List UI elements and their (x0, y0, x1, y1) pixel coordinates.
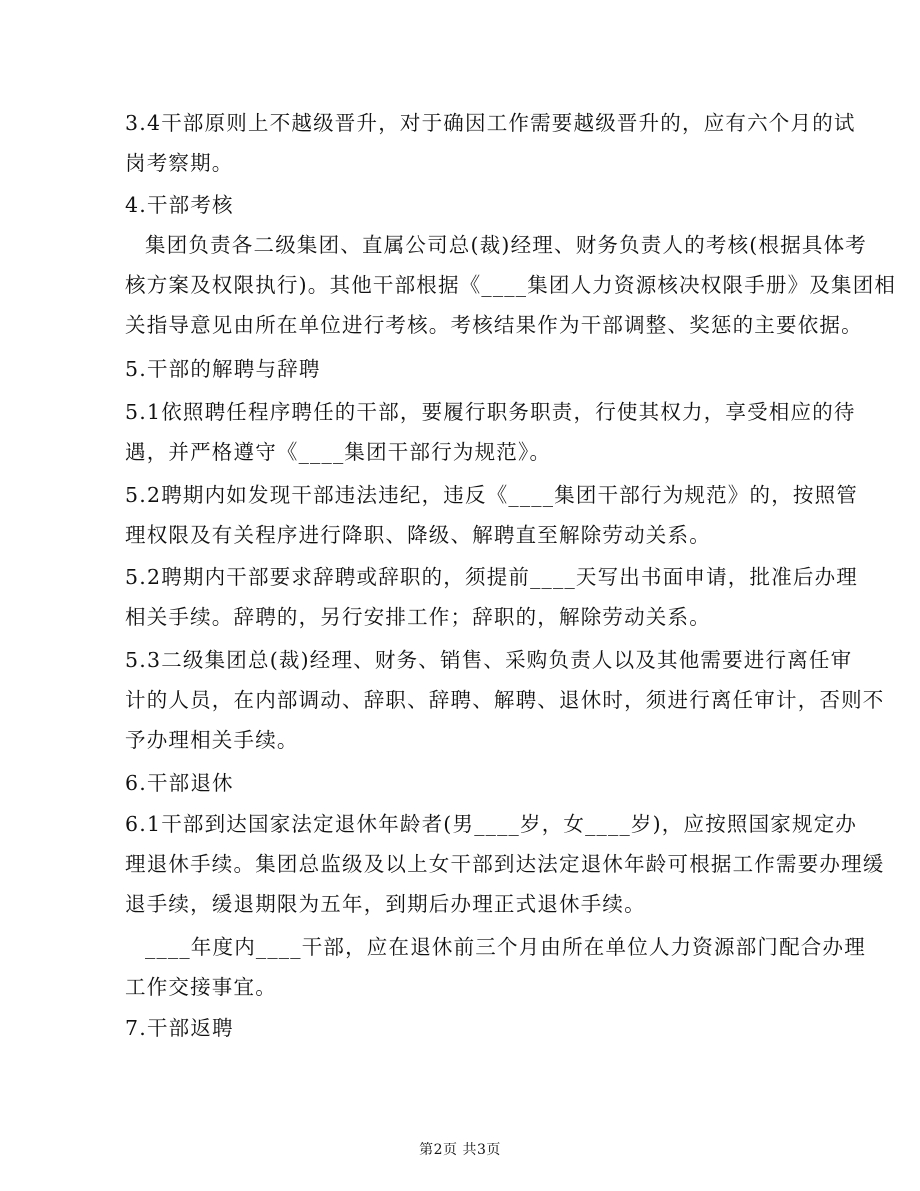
heading-4 (125, 185, 825, 225)
text-line: 相关手续。辞聘的，另行安排工作；辞职的，解除劳动关系。 (125, 605, 711, 629)
text-line: 遇，并严格遵守《____集团干部行为规范》。 (125, 440, 552, 464)
page-footer: 第2页 共3页 (419, 1142, 501, 1158)
paragraph-3-4 (125, 103, 856, 183)
text-line: 集团负责各二级集团、直属公司总(裁)经理、财务负责人的考核(根据具体考 (145, 233, 867, 257)
heading-5 (125, 349, 825, 389)
text-line: 退手续，缓退期限为五年，到期后办理正式退休手续。 (125, 892, 646, 916)
section-heading: 6.干部退休 (125, 771, 234, 795)
text-line: 5.3二级集团总(裁)经理、财务、销售、采购负责人以及其他需要进行离任审 (125, 648, 853, 672)
paragraph-5-2b (125, 557, 858, 637)
section-heading: 4.干部考核 (125, 193, 234, 217)
section-heading: 5.干部的解聘与辞聘 (125, 357, 321, 381)
paragraph-6-1 (125, 804, 885, 924)
heading-7 (125, 1008, 825, 1048)
text-line: 核方案及权限执行)。其他干部根据《____集团人力资源核决权限手册》及集团相 (125, 273, 897, 297)
text-line: 理退休手续。集团总监级及以上女干部到达法定退休年龄可根据工作需要办理缓 (125, 852, 885, 876)
text-line: 6.1干部到达国家法定退休年龄者(男____岁，女____岁)，应按照国家规定办 (125, 812, 858, 836)
paragraph-5-2a (125, 475, 858, 555)
text-line: 5.2聘期内如发现干部违法违纪，违反《____集团干部行为规范》的，按照管 (125, 483, 858, 507)
text-line: 5.2聘期内干部要求辞聘或辞职的，须提前____天写出书面申请，批准后办理 (125, 565, 858, 589)
paragraph-5-3 (125, 640, 885, 760)
section-heading: 7.干部返聘 (125, 1016, 234, 1040)
text-line: 关指导意见由所在单位进行考核。考核结果作为干部调整、奖惩的主要依据。 (125, 313, 863, 337)
paragraph-4-body (125, 225, 897, 345)
text-line: 计的人员，在内部调动、辞职、辞聘、解聘、退休时，须进行离任审计，否则不 (125, 688, 885, 712)
text-line: 3.4干部原则上不越级晋升，对于确因工作需要越级晋升的，应有六个月的试 (125, 111, 856, 135)
paragraph-6-2 (125, 927, 866, 1007)
heading-6 (125, 763, 825, 803)
text-line: 岗考察期。 (125, 151, 234, 175)
text-line: 理权限及有关程序进行降职、降级、解聘直至解除劳动关系。 (125, 523, 711, 547)
text-line: 予办理相关手续。 (125, 728, 299, 752)
text-line: ____年度内____干部，应在退休前三个月由所在单位人力资源部门配合办理 (145, 935, 866, 959)
paragraph-5-1 (125, 392, 856, 472)
text-line: 5.1依照聘任程序聘任的干部，要履行职务职责，行使其权力，享受相应的待 (125, 400, 856, 424)
text-line: 工作交接事宜。 (125, 975, 277, 999)
